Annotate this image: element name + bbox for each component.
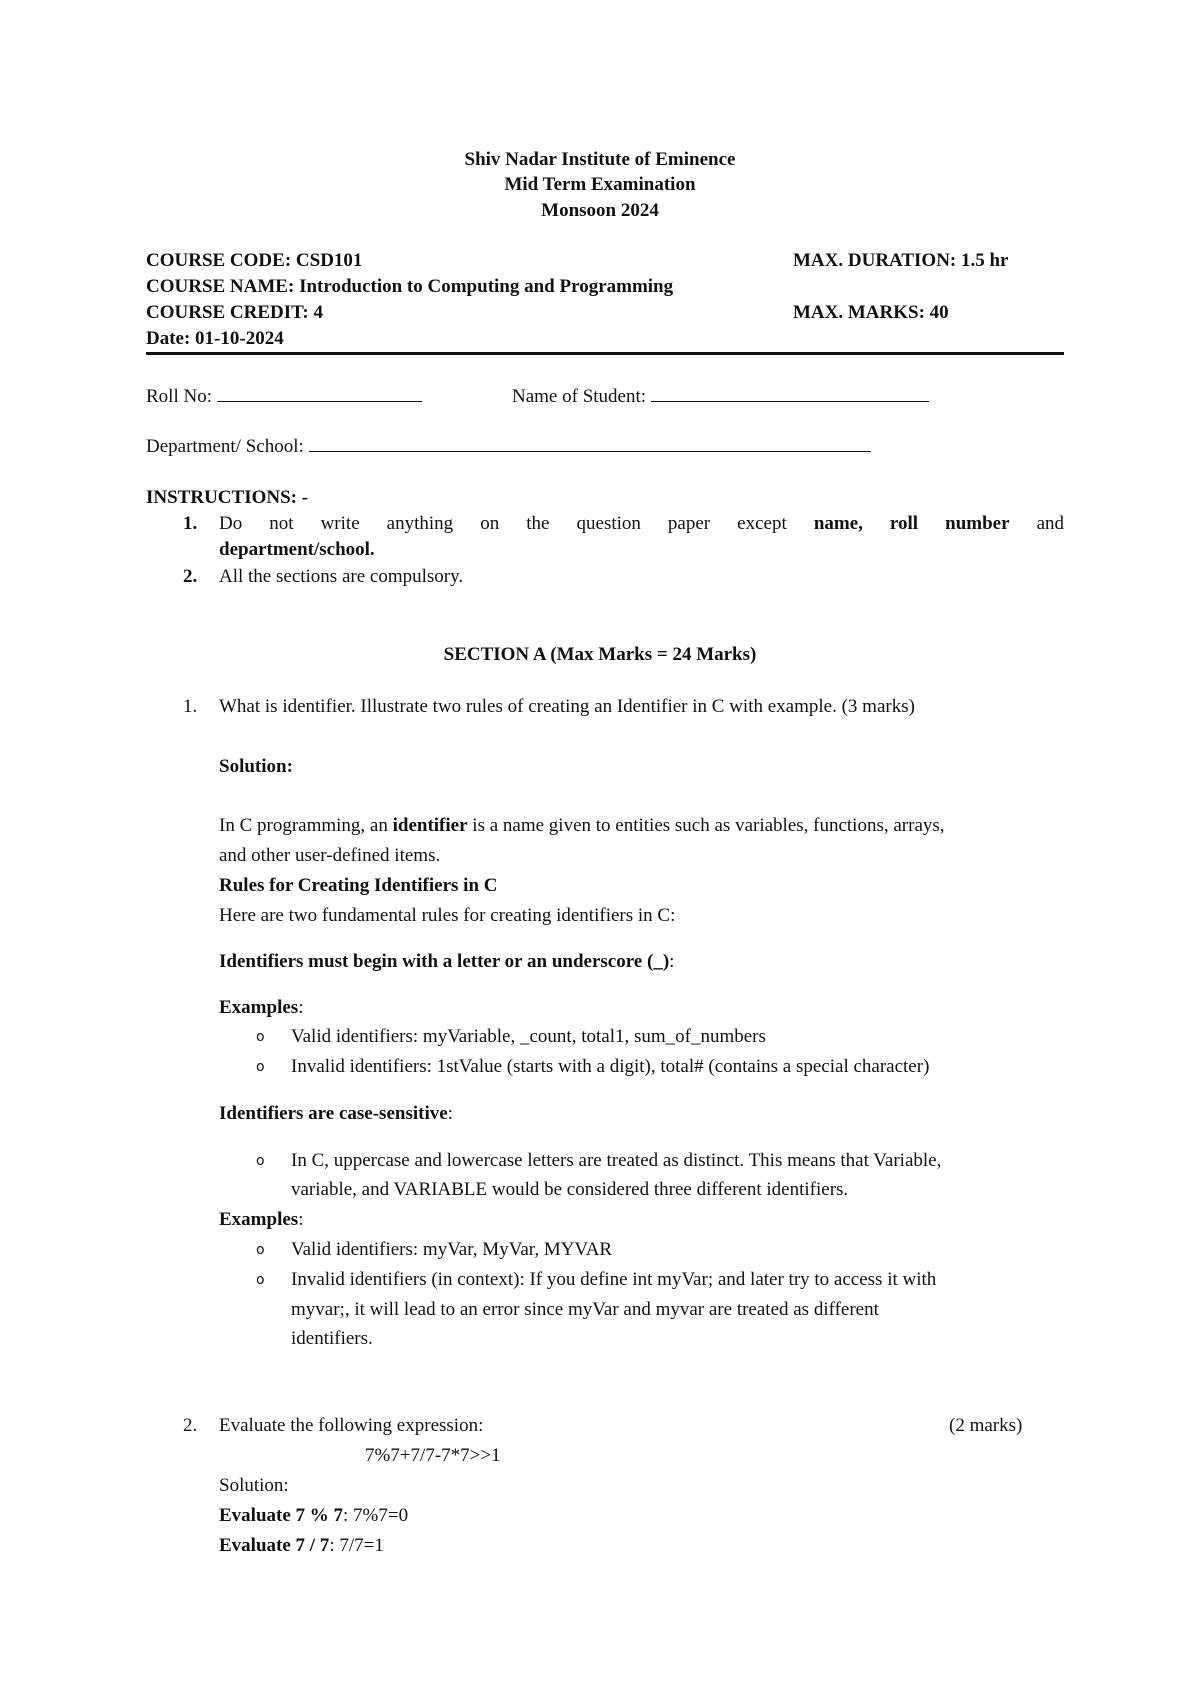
q1-rule1-examples-label: Examples (219, 997, 299, 1018)
course-name (146, 276, 673, 298)
course-credit: COURSE CREDIT: 4 (146, 302, 324, 323)
q1-solution-label: Solution: (219, 756, 293, 777)
instructions-title: INSTRUCTIONS: - (146, 487, 309, 508)
q1-rule2-invalid-line2: myvar;, it will lead to an error since myVar and myvar are treated as different (291, 1299, 879, 1320)
instruction-2-text: All the sections are compulsory. (219, 566, 464, 587)
q1-rule1-invalid: Invalid identifiers: 1stValue (starts with a digit), total# (contains a special character) (291, 1056, 930, 1077)
instruction-1-bold: name, roll number (813, 513, 1010, 534)
q2-question: Evaluate the following expression: (219, 1415, 484, 1436)
q1-rule1-colon: : (669, 951, 675, 972)
student-name-field (512, 385, 929, 408)
q1-intro-pre: In C programming, an (219, 815, 388, 836)
q1-rule2-examples-line (219, 1209, 303, 1231)
student-name-label: Name of Student: (512, 386, 647, 407)
q2-step2-rest: : 7/7=1 (329, 1535, 384, 1556)
q1-intro-line2: and other user-defined items. (219, 845, 441, 866)
department-blank[interactable] (309, 435, 871, 452)
q1-rule2-heading-line (219, 1103, 453, 1125)
q2-step2-bold: Evaluate 7 / 7 (219, 1535, 330, 1556)
bullet-icon: o (256, 1242, 265, 1258)
department-field (146, 435, 871, 458)
bullet-icon: o (256, 1029, 265, 1045)
q1-number: 1. (183, 696, 198, 717)
bullet-icon: o (256, 1153, 265, 1169)
course-name-label: COURSE NAME: (146, 276, 295, 297)
bullet-icon: o (256, 1059, 265, 1075)
q2-step1-bold: Evaluate 7 % 7 (219, 1505, 344, 1526)
q1-rule1-examples-colon: : (298, 997, 304, 1018)
q1-intro-line1 (219, 815, 945, 837)
q1-rule2-valid: Valid identifiers: myVar, MyVar, MYVAR (291, 1239, 613, 1260)
q1-rule2-invalid-line3: identifiers. (291, 1328, 373, 1349)
section-a-title: SECTION A (Max Marks = 24 Marks) (443, 644, 757, 665)
q2-number: 2. (183, 1415, 198, 1436)
q2-solution-label: Solution: (219, 1475, 289, 1496)
max-marks: MAX. MARKS: 40 (793, 302, 949, 323)
department-label: Department/ School: (146, 436, 304, 457)
instruction-1-number: 1. (183, 513, 198, 534)
institute-name: Shiv Nadar Institute of Eminence (464, 149, 736, 170)
q1-rule1-heading-line (219, 951, 674, 973)
q1-rule2-desc-line1: In C, uppercase and lowercase letters are treated as distinct. This means that Variable, (291, 1150, 942, 1171)
q1-rules-heading: Rules for Creating Identifiers in C (219, 875, 498, 896)
max-duration: MAX. DURATION: 1.5 hr (793, 250, 1009, 271)
q2-step1 (219, 1505, 408, 1527)
exam-date: Date: 01-10-2024 (146, 328, 284, 349)
q2-step2 (219, 1535, 384, 1557)
instruction-1-suffix: and (1036, 513, 1065, 534)
instruction-1-line1 (219, 513, 1064, 535)
bullet-icon: o (256, 1272, 265, 1288)
q1-rule1-valid: Valid identifiers: myVariable, _count, total1, sum_of_numbers (291, 1026, 766, 1047)
q1-intro-bold: identifier (392, 815, 468, 836)
q1-rule1-heading: Identifiers must begin with a letter or an underscore (_) (219, 951, 670, 972)
course-code: COURSE CODE: CSD101 (146, 250, 363, 271)
q1-rules-intro: Here are two fundamental rules for creating identifiers in C: (219, 905, 676, 926)
instruction-2-number: 2. (183, 566, 198, 587)
q1-rule2-examples-colon: : (298, 1209, 304, 1230)
q1-rule2-examples-label: Examples (219, 1209, 299, 1230)
q2-expression: 7%7+7/7-7*7>>1 (365, 1445, 501, 1466)
q2-step1-rest: : 7%7=0 (343, 1505, 409, 1526)
q1-intro-post: is a name given to entities such as variables, functions, arrays, (472, 815, 945, 836)
q1-rule2-colon: : (447, 1103, 453, 1124)
q1-rule2-invalid-line1: Invalid identifiers (in context): If you define int myVar; and later try to access it with (291, 1269, 937, 1290)
q1-question: What is identifier. Illustrate two rules of creating an Identifier in C with example. (3 marks) (219, 696, 915, 717)
instruction-1-prefix: Do not write anything on the question paper except (219, 513, 787, 534)
exam-title: Mid Term Examination (504, 174, 696, 195)
course-name-value: Introduction to Computing and Programming (299, 276, 674, 297)
student-name-blank[interactable] (651, 385, 929, 402)
header-divider (146, 352, 1064, 355)
roll-no-label: Roll No: (146, 386, 212, 407)
q1-rule1-examples-line (219, 997, 303, 1019)
q1-rule2-desc-line2: variable, and VARIABLE would be considered three different identifiers. (291, 1179, 849, 1200)
q1-rule2-heading: Identifiers are case-sensitive (219, 1103, 448, 1124)
roll-no-blank[interactable] (217, 385, 422, 402)
instruction-1-line2: department/school. (219, 539, 375, 560)
q2-marks: (2 marks) (949, 1415, 1023, 1436)
exam-session: Monsoon 2024 (541, 200, 659, 221)
roll-no-field (146, 385, 422, 408)
